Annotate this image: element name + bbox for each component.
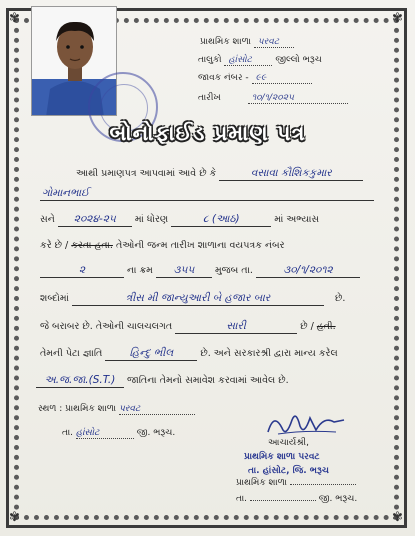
header-taluka-line <box>198 55 322 66</box>
sign-school-line <box>236 478 356 488</box>
header-district-label: જીલ્લો <box>275 55 300 65</box>
father-name: ગોમાનભાઈ <box>40 187 374 201</box>
header-taluka-label: તાલુકો <box>198 55 222 65</box>
struck-was-text: હતી. <box>316 321 336 332</box>
subcaste-label: તેમની પેટા જ્ઞાતિ <box>40 348 103 359</box>
struck-studied-text: કરતા હતા. <box>71 240 113 251</box>
category-inclusion-text: જાતિના તેમનો સમાવેશ કરવામાં આવેલ છે. <box>127 375 289 386</box>
body-line-4 <box>40 240 285 251</box>
govt-recognized-text: છે. અને સરકારશ્રી દ્વારા માન્ય કરેલ <box>200 348 338 359</box>
body-line-9 <box>36 374 289 388</box>
body-line-7 <box>40 320 336 334</box>
conduct-value: સારી <box>175 320 297 334</box>
body-line-6 <box>40 292 345 306</box>
header-school-label: પ્રાથમિક શાળા <box>200 37 251 47</box>
body-line-2 <box>40 187 374 201</box>
student-name: વસાવા કૌશિકકુમાર <box>219 167 363 181</box>
header-school-line <box>200 37 294 48</box>
certificate-title: બોનોફાઈડ પ્રમાણ પત્ર <box>109 120 306 145</box>
dob-in-words: ત્રીસ મી જાન્યુઆરી બે હજાર બાર <box>72 292 324 306</box>
conduct-label: જે બરાબર છે. તેઓની ચાલચલગત <box>40 321 173 332</box>
year-label: સને <box>40 214 55 225</box>
register-number: ૨ <box>40 264 124 278</box>
place-ta-value: હાંસોટ <box>75 428 100 438</box>
principal-label: આચાર્યશ્રી, <box>268 438 309 448</box>
corner-ornament-icon: ✾ <box>9 11 20 26</box>
serial-number: ૩૫૫ <box>156 264 212 278</box>
header-date-label: તારીખ <box>198 93 221 103</box>
sign-ji-label: જી. ભરૂચ. <box>318 494 358 504</box>
body-line-8 <box>40 347 338 361</box>
header-outward-value: ૯૯ <box>255 73 267 83</box>
academic-year: ૨૦૨૪-૨૫ <box>58 213 132 227</box>
sign-school-label: પ્રાથમિક શાળા <box>236 478 287 488</box>
place-value: પરવટ <box>118 404 141 414</box>
body-line-5 <box>40 264 360 278</box>
place-ji-label: જી. ભરૂચ. <box>136 428 176 438</box>
intro-text: આથી પ્રમાણપત્ર આપવામાં આવે છે કે <box>76 168 217 179</box>
place-line <box>38 404 195 415</box>
sign-ta-label: તા. <box>236 494 248 504</box>
sign-taluka-line <box>236 494 357 504</box>
place-taluka-line <box>62 428 175 439</box>
in-words-label: શબ્દોમાં <box>40 293 69 304</box>
corner-ornament-icon: ✾ <box>392 510 403 525</box>
corner-ornament-icon: ✾ <box>9 510 20 525</box>
header-school-value: પરવટ <box>257 37 280 47</box>
subcaste-value: હિન્દુ ભીલ <box>105 347 197 361</box>
office-stamp-line-2: તા. હાંસોટ, જિ. ભરૂચ <box>248 466 329 476</box>
header-date-line <box>198 93 348 104</box>
conduct-is-text: છે / <box>300 321 314 332</box>
standard-value: ૮ (આઠ) <box>171 213 271 227</box>
place-label: સ્થળ : પ્રાથમિક શાળા <box>38 404 117 414</box>
principal-signature <box>264 408 346 442</box>
header-taluka-value: હાંસોટ <box>228 55 252 65</box>
studying-text: કરે છે / <box>40 240 69 251</box>
dob-label: મુજબ તા. <box>214 265 253 276</box>
corner-ornament-icon: ✾ <box>392 11 403 26</box>
serial-label: ના ક્રમ <box>127 265 153 276</box>
header-date-value: ૧૦/૧/૨૦૨૫ <box>251 93 294 103</box>
place-ta-label: તા. <box>62 428 74 438</box>
line-end-text: છે. <box>335 293 346 304</box>
standard-label: માં ધોરણ <box>134 214 169 225</box>
dob-register-text: તેઓની જન્મ તારીખ શાળાના વયપત્રક નંબર <box>115 240 285 251</box>
office-stamp-line-1: પ્રાથમિક શાળા પરવટ <box>244 452 320 462</box>
header-outward-label: જાવક નંબર - <box>198 73 249 83</box>
date-of-birth: ૩૦/૧/૨૦૧૨ <box>256 264 360 278</box>
category-value: અ.જ.જા.(S.T.) <box>36 374 124 388</box>
body-line-3 <box>40 213 319 227</box>
study-label: માં અભ્યાસ <box>274 214 320 225</box>
body-line-1 <box>76 167 363 181</box>
header-district-value: ભરૂચ <box>302 55 322 65</box>
header-outward-line <box>198 73 312 84</box>
